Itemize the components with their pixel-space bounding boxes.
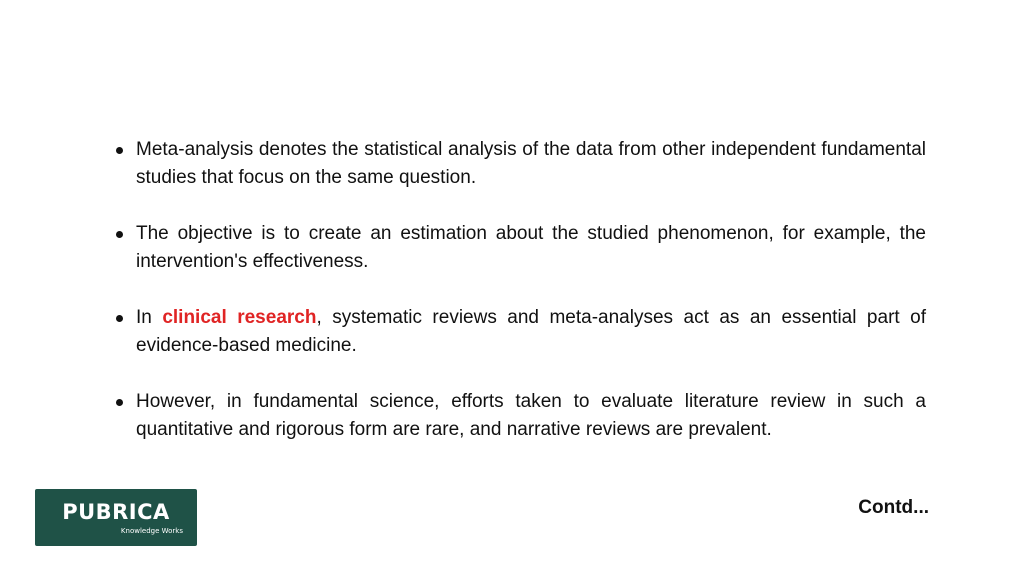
bullet-text: The objective is to create an estimation about the studied phenomenon, for example, the intervention's effectiveness.: [136, 223, 926, 272]
contd-label: Contd...: [858, 497, 929, 518]
bullet-text-suffix: , systematic reviews and meta-analyses act as an essential part of evidence-based medicine.: [136, 307, 926, 356]
bullet-dot-icon: [116, 315, 123, 322]
bullet-dot-icon: [116, 147, 123, 154]
bullet-item: [112, 220, 926, 276]
bullet-text: Meta-analysis denotes the statistical analysis of the data from other independent fundamental studies that focus on the same question.: [136, 139, 926, 188]
bullet-item: [112, 388, 926, 444]
bullet-text: However, in fundamental science, efforts taken to evaluate literature review in such a quantitative and rigorous form are rare, and narrative reviews are prevalent.: [136, 391, 926, 440]
bullet-dot-icon: [116, 399, 123, 406]
clinical-research-link[interactable]: clinical research: [162, 307, 317, 328]
bullet-list: [112, 136, 926, 472]
pubrica-logo: [35, 489, 197, 546]
logo-brand: PUBRICA: [62, 500, 170, 524]
bullet-item: [112, 304, 926, 360]
bullet-text-prefix: In: [136, 307, 163, 328]
bullet-dot-icon: [116, 231, 123, 238]
logo-tagline: Knowledge Works: [120, 527, 183, 535]
bullet-item: [112, 136, 926, 192]
